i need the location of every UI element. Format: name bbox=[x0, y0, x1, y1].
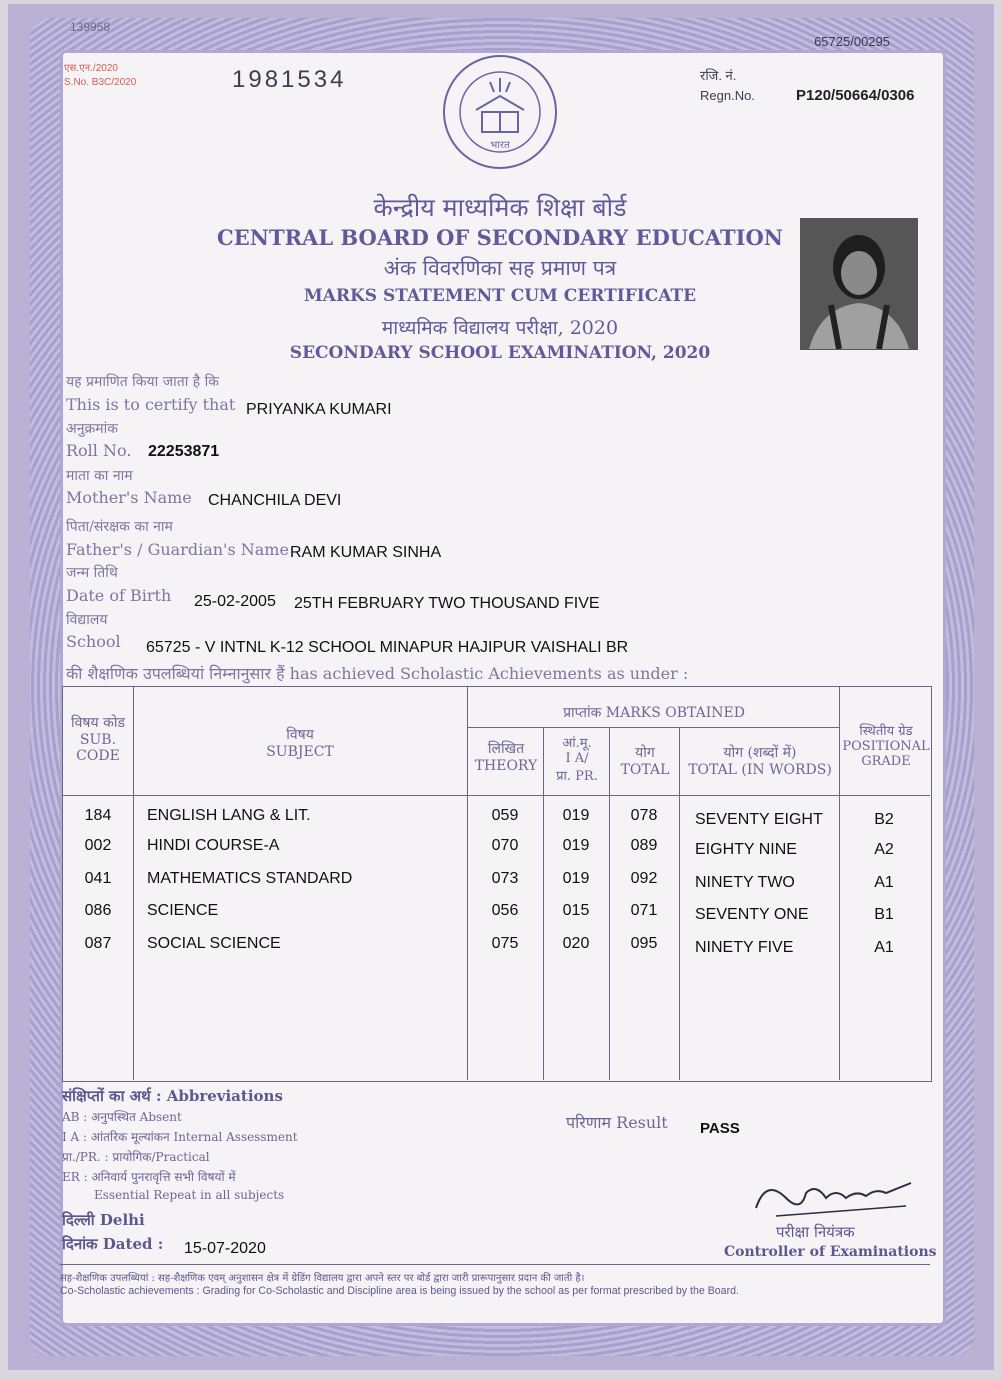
mother-label-hi: माता का नाम bbox=[66, 468, 133, 484]
cell-total-words: SEVENTY EIGHT bbox=[695, 811, 823, 828]
table-header-divider bbox=[63, 795, 930, 796]
marks-table bbox=[62, 686, 932, 1082]
mother-name: CHANCHILA DEVI bbox=[208, 492, 342, 509]
father-label-hi: पिता/संरक्षक का नाम bbox=[66, 519, 173, 535]
header-total bbox=[611, 743, 679, 778]
header-sub-code-en2: CODE bbox=[76, 748, 120, 764]
header-pr: प्रा. PR. bbox=[556, 769, 598, 784]
issue-date: 15-07-2020 bbox=[184, 1240, 266, 1257]
cell-ia: 015 bbox=[562, 902, 590, 919]
cell-ia: 020 bbox=[562, 935, 590, 952]
header-total-en: TOTAL bbox=[620, 762, 670, 778]
father-name: RAM KUMAR SINHA bbox=[290, 544, 442, 561]
certify-label: This is to certify that bbox=[66, 395, 236, 414]
cell-subject: ENGLISH LANG & LIT. bbox=[147, 807, 311, 824]
cell-code: 087 bbox=[84, 935, 112, 952]
header-subject-hi: विषय bbox=[286, 727, 314, 743]
student-photo bbox=[800, 218, 918, 350]
emblem-text: भारत bbox=[490, 140, 510, 151]
regn-label-hi: रजि. नं. bbox=[700, 68, 737, 83]
header-total-words-hi: योग (शब्दों में) bbox=[723, 745, 797, 761]
serial-stamp bbox=[64, 62, 136, 90]
header-sub-code-en1: SUB. bbox=[79, 732, 117, 748]
table-row bbox=[63, 870, 929, 892]
mother-label: Mother's Name bbox=[66, 488, 192, 507]
cell-subject: SCIENCE bbox=[147, 902, 219, 919]
cell-grade: A1 bbox=[874, 874, 894, 891]
document-number: 1981534 bbox=[232, 66, 347, 93]
certificate-title-hindi: अंक विवरणिका सह प्रमाण पत्र bbox=[383, 256, 617, 280]
header-grade-en2: GRADE bbox=[861, 754, 911, 769]
dob-label-hi: जन्म तिथि bbox=[66, 565, 118, 581]
cell-code: 184 bbox=[84, 807, 112, 824]
cbse-emblem-icon bbox=[440, 52, 560, 172]
header-sub-code bbox=[65, 713, 131, 764]
cell-grade: A2 bbox=[874, 841, 894, 858]
cell-theory: 073 bbox=[491, 870, 519, 887]
cell-total-words: NINETY FIVE bbox=[695, 939, 794, 956]
cell-grade: A1 bbox=[874, 939, 894, 956]
table-row bbox=[63, 837, 929, 859]
header-theory-en: THEORY bbox=[474, 758, 538, 774]
signatory-title-hindi: परीक्षा नियंत्रक bbox=[776, 1223, 855, 1241]
header-theory-hi: लिखित bbox=[487, 741, 525, 757]
cell-subject: SOCIAL SCIENCE bbox=[147, 935, 281, 952]
cell-total-words: EIGHTY NINE bbox=[695, 841, 797, 858]
header-total-words-en: TOTAL (IN WORDS) bbox=[688, 762, 832, 778]
signature-icon bbox=[746, 1168, 916, 1228]
header-marks-obtained: प्राप्तांक MARKS OBTAINED bbox=[563, 705, 745, 721]
marks-group-divider bbox=[467, 727, 839, 728]
cell-total-words: NINETY TWO bbox=[695, 874, 795, 891]
cell-theory: 075 bbox=[491, 935, 519, 952]
roll-number: 22253871 bbox=[148, 443, 220, 460]
roll-label: Roll No. bbox=[66, 441, 132, 460]
abbr-repeat: ER : अनिवार्य पुनरावृत्ति सभी विषयों में bbox=[62, 1170, 236, 1184]
co-scholastic-note-hi: सह-शैक्षणिक उपलब्धियां : सह-शैक्षणिक एवम् अनुशासन क्षेत्र में ग्रेडिंग विद्यालय द्वारा अपने स्तर पर बोर्ड द्वारा जारी प्रारूपानुसार प्रदान की जाती है। bbox=[60, 1273, 585, 1284]
cell-ia: 019 bbox=[562, 807, 590, 824]
achievements-intro: की शैक्षणिक उपलब्धियां निम्नानुसार हैं has achieved Scholastic Achievements as under : bbox=[66, 664, 689, 683]
header-total-words bbox=[681, 743, 839, 778]
abbr-absent: AB : अनुपस्थित Absent bbox=[62, 1110, 182, 1124]
header-ia bbox=[545, 733, 609, 784]
cell-code: 002 bbox=[84, 837, 112, 854]
certificate-title: MARKS STATEMENT CUM CERTIFICATE bbox=[303, 286, 697, 306]
board-title-hindi: केन्द्रीय माध्यमिक शिक्षा बोर्ड bbox=[373, 193, 627, 222]
header-grade-hi: स्थितीय ग्रेड bbox=[859, 724, 913, 739]
result-label: परिणाम Result bbox=[566, 1113, 668, 1132]
roll-label-hi: अनुक्रमांक bbox=[66, 421, 118, 437]
school-label-hi: विद्यालय bbox=[66, 612, 108, 628]
header-subject-en: SUBJECT bbox=[266, 744, 334, 760]
header-theory bbox=[469, 739, 543, 774]
cell-grade: B2 bbox=[874, 811, 894, 828]
header-grade-en1: POSITIONAL bbox=[842, 739, 930, 754]
place: दिल्ली Delhi bbox=[62, 1211, 145, 1229]
exam-title: SECONDARY SCHOOL EXAMINATION, 2020 bbox=[289, 343, 711, 363]
certificate-number: 65725/00295 bbox=[814, 34, 890, 49]
cell-ia: 019 bbox=[562, 870, 590, 887]
cell-subject: MATHEMATICS STANDARD bbox=[147, 870, 353, 887]
header-total-hi: योग bbox=[635, 745, 655, 761]
cell-ia: 019 bbox=[562, 837, 590, 854]
school-label: School bbox=[66, 632, 121, 651]
cell-total-words: SEVENTY ONE bbox=[695, 906, 809, 923]
table-row bbox=[63, 902, 929, 924]
cell-total: 071 bbox=[630, 902, 658, 919]
abbreviations-title: संक्षिप्तों का अर्थ : Abbreviations bbox=[62, 1087, 283, 1105]
regn-value: P120/50664/0306 bbox=[796, 87, 915, 104]
header-sub-code-hi: विषय कोड bbox=[71, 715, 125, 731]
serial-stamp-line1: एस.एन./2020 bbox=[64, 63, 118, 74]
cell-total: 089 bbox=[630, 837, 658, 854]
co-scholastic-note: Co-Scholastic achievements : Grading for Co-Scholastic and Discipline area is being issued by the school as per format prescribed by the Board. bbox=[60, 1285, 739, 1297]
footer-divider bbox=[60, 1264, 930, 1265]
cell-total: 095 bbox=[630, 935, 658, 952]
header-subject bbox=[135, 725, 465, 760]
abbr-internal: I A : आंतरिक मूल्यांकन Internal Assessment bbox=[62, 1130, 298, 1144]
header-ia-en: I A/ bbox=[565, 751, 589, 766]
student-name: PRIYANKA KUMARI bbox=[246, 401, 392, 418]
cell-theory: 056 bbox=[491, 902, 519, 919]
cell-grade: B1 bbox=[874, 906, 894, 923]
serial-number: 139958 bbox=[70, 20, 111, 34]
cell-total: 078 bbox=[630, 807, 658, 824]
cell-theory: 070 bbox=[491, 837, 519, 854]
person-photo-icon bbox=[801, 219, 917, 349]
serial-stamp-line2: S.No. B3C/2020 bbox=[64, 77, 137, 88]
cell-theory: 059 bbox=[491, 807, 519, 824]
abbr-practical: प्रा./PR. : प्रायोगिक/Practical bbox=[62, 1150, 210, 1164]
table-row bbox=[63, 807, 929, 829]
exam-title-hindi: माध्यमिक विद्यालय परीक्षा, 2020 bbox=[381, 317, 619, 339]
dob-label: Date of Birth bbox=[66, 586, 172, 605]
dob-value: 25-02-2005 bbox=[194, 593, 276, 610]
dated-label: दिनांक Dated : bbox=[62, 1235, 164, 1253]
header-grade bbox=[841, 721, 931, 769]
table-row bbox=[63, 935, 929, 957]
cell-subject: HINDI COURSE-A bbox=[147, 837, 280, 854]
result-value: PASS bbox=[700, 1120, 740, 1137]
father-label: Father's / Guardian's Name bbox=[66, 540, 289, 559]
certify-label-hi: यह प्रमाणित किया जाता है कि bbox=[66, 374, 220, 390]
board-title: CENTRAL BOARD OF SECONDARY EDUCATION bbox=[217, 225, 783, 250]
cell-total: 092 bbox=[630, 870, 658, 887]
signatory-title: Controller of Examinations bbox=[724, 1244, 937, 1260]
regn-label-en: Regn.No. bbox=[700, 88, 755, 103]
abbr-repeat-en: Essential Repeat in all subjects bbox=[94, 1188, 285, 1202]
regn-label bbox=[700, 66, 755, 106]
school-name: 65725 - V INTNL K-12 SCHOOL MINAPUR HAJIPUR VAISHALI BR bbox=[146, 639, 629, 656]
cell-code: 086 bbox=[84, 902, 112, 919]
cell-code: 041 bbox=[84, 870, 112, 887]
dob-words: 25TH FEBRUARY TWO THOUSAND FIVE bbox=[294, 595, 600, 612]
header-ia-hi: आं.मू. bbox=[562, 736, 592, 751]
